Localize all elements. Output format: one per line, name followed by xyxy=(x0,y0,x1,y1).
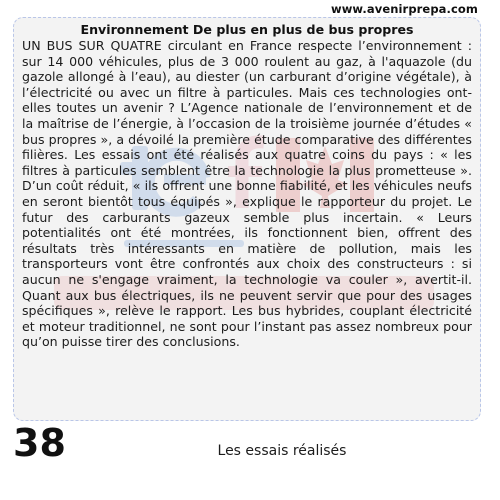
caption: Les essais réalisés xyxy=(217,443,347,459)
site-url: www.avenirprepa.com xyxy=(330,2,478,16)
page-number: 38 xyxy=(13,421,66,465)
article-card xyxy=(13,17,481,421)
article-title: Environnement De plus en plus de bus propres xyxy=(80,22,414,37)
article-body: UN BUS SUR QUATRE circulant en France respecte l’environnement : sur 14 000 véhicules, plus de 3 000 roulent au gaz, à l'aquazole (du gazole allongé à l’eau), au diester (un carburant d’origine végétale), à l’électricité ou avec un filtre à particules. Mais ces technologies ont-elles toutes un avenir ? L’Agence nationale de l’environnement et de la maîtrise de l’énergie, à l’occasion de la troisième journée d’études « bus propres », a dévoilé la première étude comparative des différentes filières. Les essais ont été réalisés aux quatre coins du pays : « les filtres à particules semblent être la technologie la plus prometteuse ». D’un coût réduit, « ils offrent une bonne fiabilité, et les véhicules neufs en seront bientôt tous équipés », explique le rapporteur du projet. Le futur des carburants gazeux semble plus incertain. « Leurs potentialités ont été montrées, ils fonctionnent bien, offrent des résultats très intéressants en matière de pollution, mais les transporteurs vont être confrontés aux choix des constructeurs : si aucun ne s'engage vraiment, la technologie va couler », avertit-il. Quant aux bus électriques, ils ne peuvent servir que pour des usages spécifiques », relève le rapport. Les bus hybrides, couplant électricité et moteur traditionnel, ne sont pour l’instant pas assez nombreux pour qu’on puisse tirer des conclusions. xyxy=(22,38,472,350)
